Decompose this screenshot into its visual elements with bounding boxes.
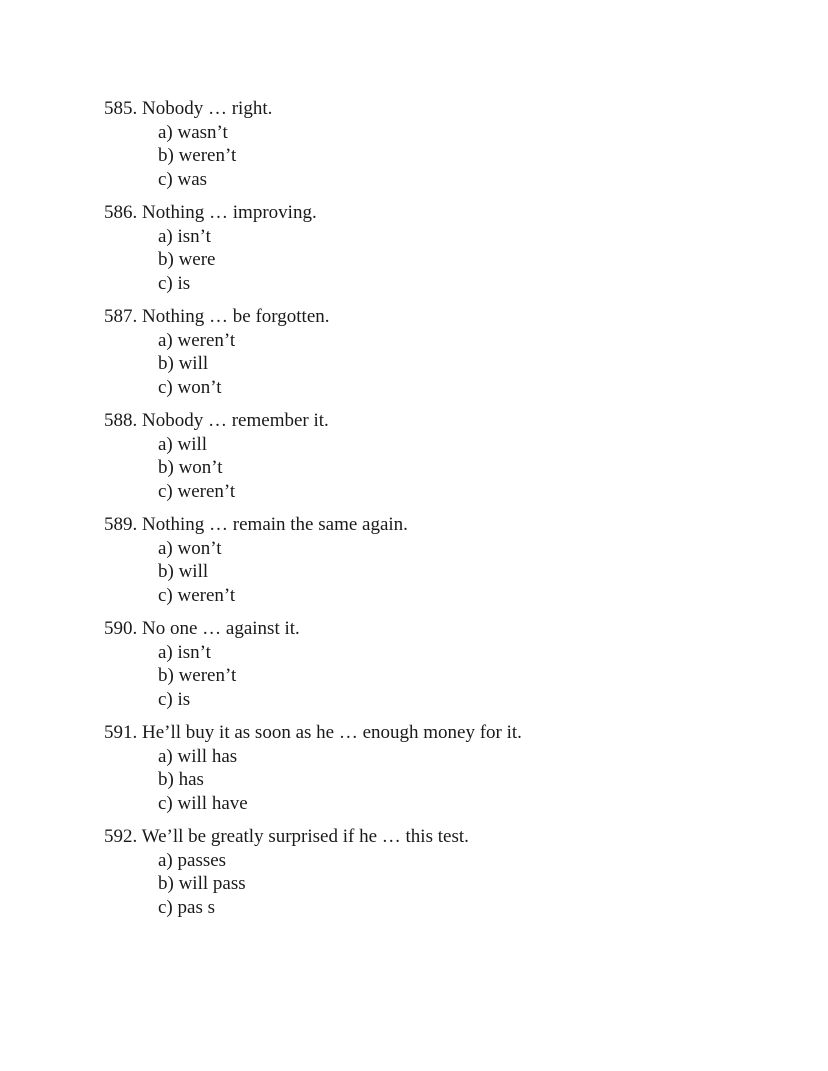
question-item [104, 305, 804, 399]
answer-options [158, 537, 804, 608]
question-item [104, 721, 804, 815]
question-text: Nothing … remain the same again. [142, 514, 408, 535]
question-line [104, 305, 804, 329]
question-item [104, 409, 804, 503]
answer-option: c) weren’t [158, 480, 236, 502]
answer-option: b) will [158, 353, 209, 374]
answer-option: b) will [158, 561, 209, 582]
answer-option: b) weren’t [158, 145, 237, 166]
question-number: 591. [104, 722, 138, 743]
answer-option: b) weren’t [158, 665, 237, 686]
question-line [104, 825, 804, 849]
answer-option: c) was [158, 168, 208, 190]
question-line [104, 409, 804, 433]
answer-option: c) will have [158, 792, 248, 814]
question-text: We’ll be greatly surprised if he … this test. [141, 826, 469, 847]
answer-option: a) isn’t [158, 225, 211, 247]
answer-option: a) isn’t [158, 641, 211, 663]
question-item [104, 97, 804, 191]
question-number: 589. [104, 514, 138, 535]
answer-option: a) wasn’t [158, 121, 228, 143]
question-item [104, 825, 804, 919]
question-text: No one … against it. [142, 618, 300, 639]
answer-options [158, 849, 804, 920]
answer-option: c) won’t [158, 376, 222, 398]
question-number: 592. [104, 826, 138, 847]
question-line [104, 97, 804, 121]
question-text: Nobody … remember it. [142, 410, 329, 431]
question-item [104, 617, 804, 711]
question-number: 585. [104, 98, 138, 119]
answer-options [158, 433, 804, 504]
answer-option: a) won’t [158, 537, 222, 559]
answer-option: b) has [158, 769, 204, 790]
question-text: He’ll buy it as soon as he … enough money for it. [142, 722, 522, 743]
question-line [104, 513, 804, 537]
question-text: Nothing … improving. [142, 202, 317, 223]
question-line [104, 617, 804, 641]
answer-option: a) will [158, 433, 208, 455]
question-item [104, 513, 804, 607]
answer-options [158, 641, 804, 712]
document-page [104, 97, 804, 929]
answer-options [158, 329, 804, 400]
question-text: Nothing … be forgotten. [142, 306, 330, 327]
question-text: Nobody … right. [142, 98, 273, 119]
answer-options [158, 225, 804, 296]
answer-option: c) is [158, 272, 191, 294]
answer-option: c) pas s [158, 896, 215, 918]
question-number: 586. [104, 202, 138, 223]
question-line [104, 721, 804, 745]
answer-option: c) weren’t [158, 584, 236, 606]
question-line [104, 201, 804, 225]
question-number: 588. [104, 410, 138, 431]
answer-option: a) will has [158, 745, 238, 767]
answer-option: c) is [158, 688, 191, 710]
answer-option: b) were [158, 249, 216, 270]
answer-options [158, 745, 804, 816]
question-number: 587. [104, 306, 138, 327]
question-item [104, 201, 804, 295]
answer-options [158, 121, 804, 192]
question-number: 590. [104, 618, 138, 639]
answer-option: a) passes [158, 849, 227, 871]
answer-option: b) won’t [158, 457, 223, 478]
answer-option: b) will pass [158, 873, 246, 894]
answer-option: a) weren’t [158, 329, 236, 351]
